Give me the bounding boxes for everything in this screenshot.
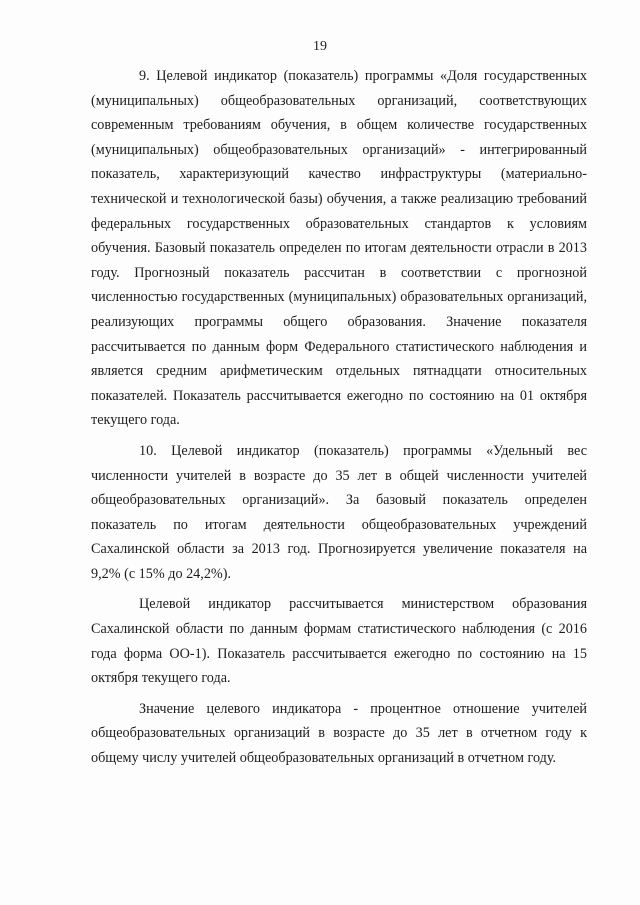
document-body [91, 64, 587, 771]
paragraph-indicator-9: 9. Целевой индикатор (показатель) программы «Доля государственных (муниципальных) общеобразовательных организаций, соответствующих современным требованиям обучения, в общем количестве государственных (муниципальных) общеобразовательных организаций» - интегрированный показатель, характеризующий качество инфраструктуры (материально-технической и технологической базы) обучения, а также реализацию требований федеральных государственных образовательных стандартов к условиям обучения. Базовый показатель определен по итогам деятельности отрасли в 2013 году. Прогнозный показатель рассчитан в соответствии с прогнозной численностью государственных (муниципальных) образовательных организаций, реализующих программы общего образования. Значение показателя рассчитывается по данным форм Федерального статистического наблюдения и является средним арифметическим отдельных пятнадцати относительных показателей. Показатель рассчитывается ежегодно по состоянию на 01 октября текущего года. [91, 68, 587, 429]
paragraph-indicator-10: 10. Целевой индикатор (показатель) программы «Удельный вес численности учителей в возрасте до 35 лет в общей численности учителей общеобразовательных организаций». За базовый показатель определен показатель по итогам деятельности общеобразовательных учреждений Сахалинской области за 2013 год. Прогнозируется увеличение показателя на 9,2% (с 15% до 24,2%). [91, 442, 587, 582]
paragraph-indicator-value: Значение целевого индикатора - процентное отношение учителей общеобразовательных организаций в возрасте до 35 лет в отчетном году к общему числу учителей общеобразовательных организаций в отчетном году. [91, 700, 587, 767]
paragraph-calculation-method: Целевой индикатор рассчитывается министерством образования Сахалинской области по данным формам статистического наблюдения (с 2016 года форма ОО-1). Показатель рассчитывается ежегодно по состоянию на 15 октября текущего года. [91, 596, 587, 687]
page-number: 19 [313, 39, 327, 54]
